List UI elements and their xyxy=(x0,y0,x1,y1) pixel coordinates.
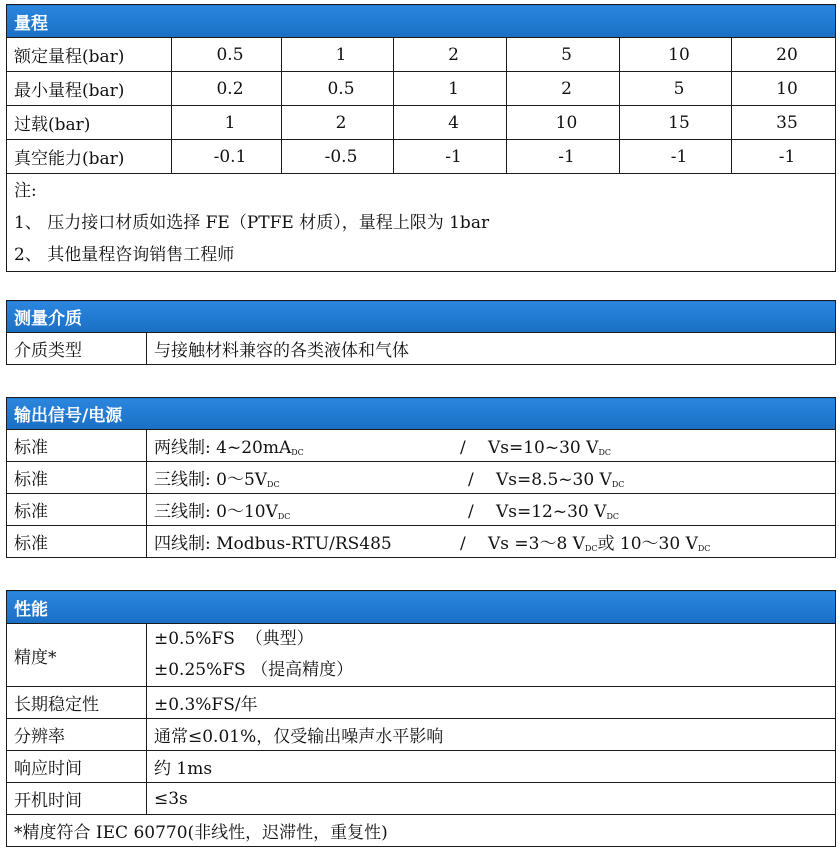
signal-text: 两线制: $4\sim 20mA_{DC}$ xyxy=(154,438,304,458)
table-cell: 与接触材料兼容的各类液体和气体 xyxy=(147,333,836,365)
note-item: 2、 其他量程咨询销售工程师 xyxy=(14,245,235,265)
table-cell: -0.1 xyxy=(172,140,282,174)
table-cell: -1 xyxy=(620,140,732,174)
table-row xyxy=(7,38,836,72)
row-label: 额定量程(bar) xyxy=(7,38,172,72)
signal-text: 三线制: $0\sim 5V_{DC}$ xyxy=(154,470,280,490)
performance-table xyxy=(6,590,836,847)
row-label: 响应时间 xyxy=(7,751,147,783)
row-label: 标准 xyxy=(7,526,147,558)
table-cell: ±0.3%FS/年 xyxy=(147,687,836,719)
slash-separator: / xyxy=(468,502,474,522)
table-cell: 1 xyxy=(282,38,394,72)
row-label: 标准 xyxy=(7,430,147,462)
table-row xyxy=(7,72,836,106)
table-row xyxy=(7,106,836,140)
output-cell xyxy=(147,494,836,526)
supply-text: Vs=10~30 $V_{DC}$ xyxy=(488,438,611,458)
slash-separator: / xyxy=(460,534,466,554)
notes-heading: 注: xyxy=(14,181,37,201)
table-cell: -1 xyxy=(732,140,836,174)
table-cell: 5 xyxy=(507,38,620,72)
output-table xyxy=(6,397,836,558)
table-cell: 2 xyxy=(282,106,394,140)
table-cell: 约 1ms xyxy=(147,751,836,783)
row-label: 精度* xyxy=(7,624,147,687)
table-cell: 10 xyxy=(620,38,732,72)
output-cell xyxy=(147,430,836,462)
table-cell: -0.5 xyxy=(282,140,394,174)
output-section-title: 输出信号/电源 xyxy=(7,398,836,430)
table-cell: 1 xyxy=(394,72,507,106)
range-section-title: 量程 xyxy=(7,5,836,38)
accuracy-typical: ±0.5%FS （典型） xyxy=(154,629,314,649)
row-label: 长期稳定性 xyxy=(7,687,147,719)
table-row xyxy=(7,751,836,783)
table-cell: 35 xyxy=(732,106,836,140)
table-cell: 2 xyxy=(507,72,620,106)
table-cell: ≤3s xyxy=(147,783,836,815)
table-row xyxy=(7,494,836,526)
row-label: 介质类型 xyxy=(7,333,147,365)
table-row xyxy=(7,624,836,687)
row-label: 标准 xyxy=(7,494,147,526)
medium-section-title: 测量介质 xyxy=(7,301,836,333)
table-cell: 4 xyxy=(394,106,507,140)
table-cell: 通常≤0.01%，仅受输出噪声水平影响 xyxy=(147,719,836,751)
table-cell: -1 xyxy=(507,140,620,174)
row-label: 分辨率 xyxy=(7,719,147,751)
signal-text: 四线制: Modbus-RTU/RS485 xyxy=(154,534,392,554)
range-table xyxy=(6,4,836,272)
table-row xyxy=(7,783,836,815)
slash-separator: / xyxy=(460,438,466,458)
table-cell: 10 xyxy=(732,72,836,106)
table-row xyxy=(7,719,836,751)
row-label: 最小量程(bar) xyxy=(7,72,172,106)
table-cell: 2 xyxy=(394,38,507,72)
table-row xyxy=(7,526,836,558)
signal-text: 三线制: $0\sim 10V_{DC}$ xyxy=(154,502,291,522)
notes-cell xyxy=(7,174,836,272)
notes-row xyxy=(7,174,836,272)
note-item: 1、 压力接口材质如选择 FE（PTFE 材质），量程上限为 1bar xyxy=(14,213,490,233)
accuracy-enhanced: ±0.25%FS （提高精度） xyxy=(154,660,354,680)
row-label: 过载(bar) xyxy=(7,106,172,140)
table-row xyxy=(7,430,836,462)
table-cell: 0.5 xyxy=(282,72,394,106)
table-row xyxy=(7,462,836,494)
table-cell: 1 xyxy=(172,106,282,140)
medium-table xyxy=(6,300,836,365)
supply-text: Vs=12~30 $V_{DC}$ xyxy=(496,502,619,522)
output-cell xyxy=(147,526,836,558)
table-cell: 15 xyxy=(620,106,732,140)
table-cell: 10 xyxy=(507,106,620,140)
table-cell: 20 xyxy=(732,38,836,72)
performance-section-title: 性能 xyxy=(7,591,836,624)
table-cell: 0.5 xyxy=(172,38,282,72)
table-row xyxy=(7,333,836,365)
footnote-row xyxy=(7,815,836,847)
table-row xyxy=(7,140,836,174)
table-cell: 5 xyxy=(620,72,732,106)
row-label: 标准 xyxy=(7,462,147,494)
table-row xyxy=(7,687,836,719)
row-label: 真空能力(bar) xyxy=(7,140,172,174)
supply-text: Vs =3～8 $V_{DC}$或 10～30 $V_{DC}$ xyxy=(488,534,711,554)
row-label: 开机时间 xyxy=(7,783,147,815)
footnote: *精度符合 IEC 60770(非线性，迟滞性，重复性) xyxy=(7,815,836,847)
table-cell: -1 xyxy=(394,140,507,174)
table-cell: 0.2 xyxy=(172,72,282,106)
supply-text: Vs=8.5~30 $V_{DC}$ xyxy=(496,470,625,490)
slash-separator: / xyxy=(468,470,474,490)
accuracy-cell xyxy=(147,624,836,687)
output-cell xyxy=(147,462,836,494)
